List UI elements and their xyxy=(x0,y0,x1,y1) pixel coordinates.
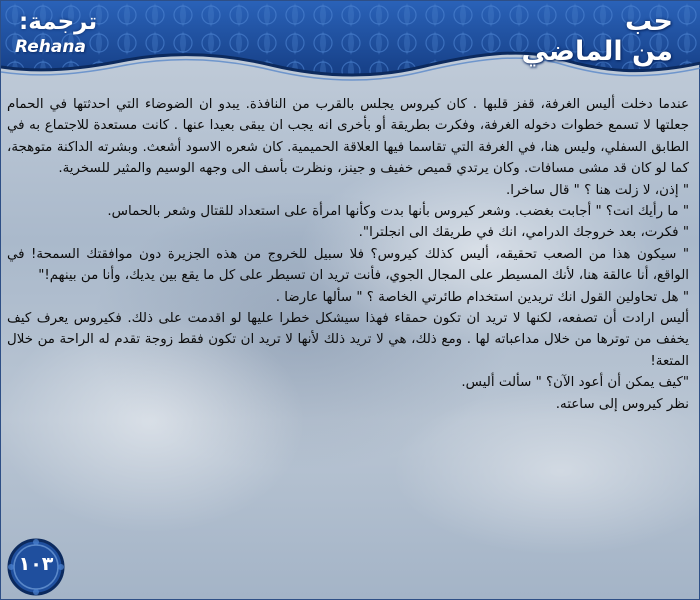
story-text xyxy=(7,94,689,415)
paragraph: " إذن، لا زلت هنا ؟ " قال ساخرا. xyxy=(506,182,689,198)
paragraph: " سيكون هذا من الصعب تحقيقه، أليس كذلك كيروس؟ فلا سبيل للخروج من هذه الجزيرة دون موافقتك السمحة! في الواقع، أنا عالقة هنا، لأنك المسيطر على المجال الجوي، فأنت تريد ان تسيطر على كل ما يقع بين يديك، وأنا من بينهم!" xyxy=(7,246,689,284)
title-line-1: حب xyxy=(624,6,673,37)
paragraph: " ما رأيك انت؟ " أجابت بغضب. وشعر كيروس بأنها بدت وكأنها امرأة على استعداد للقتال وشعر بالحماس. xyxy=(107,204,689,220)
translation-label: ترجمة: xyxy=(19,9,98,35)
translator-name: Rehana xyxy=(15,37,86,57)
paragraph: " هل تحاولين القول انك تريدين استخدام طائرتي الخاصة ؟ " سألها عارضا . xyxy=(275,289,689,305)
paragraph: " فكرت، بعد خروجك الدرامي، انك في طريقك الى انجلترا". xyxy=(358,225,689,241)
page-number: ١٠٣ xyxy=(18,553,54,575)
paragraph: "كيف يمكن أن أعود الآن؟ " سألت أليس. xyxy=(461,375,689,391)
paragraph: نظر كيروس إلى ساعته. xyxy=(555,396,689,412)
paragraph: أليس ارادت أن تصفعه، لكنها لا تريد ان تكون حمقاء فهذا سيشكل خطرا عليها لو اقدمت على ذلك. فكيروس يعرف كيف يخفف من توترها من خلال مداعباته لها . ومع ذلك، هي لا تريد ذلك لأنها لا تريد ان تكون فقط زوجة تقدم له الراحة من خلال المتعة! xyxy=(7,311,689,369)
paragraph: عندما دخلت أليس الغرفة، قفز قلبها . كان كيروس يجلس بالقرب من النافذة. يبدو ان الضوضاء التي احدثتها في الحمام جعلتها لا تسمع خطوات دخوله الغرفة، وفكرت بطريقة أو بأخرى انه يجب ان يبقى بعيدا عنها . كانت مستعدة للاجتماع به في الطابق السفلي، وليس هنا، في الغرفة التي تقاسما فيها العلاقة الحميمية. كان شعره الاسود أشعث. وبشرته الداكنة متوهجة، كما لو كان قد مشى مسافات. وكان يرتدي قميص خفيف و جينز، ونظرت بأسف الى وجهه الوسيم والمثير للسخرية. xyxy=(7,97,689,177)
story-title xyxy=(522,7,673,67)
page-header xyxy=(1,1,700,91)
title-line-2: من الماضي xyxy=(521,36,673,67)
